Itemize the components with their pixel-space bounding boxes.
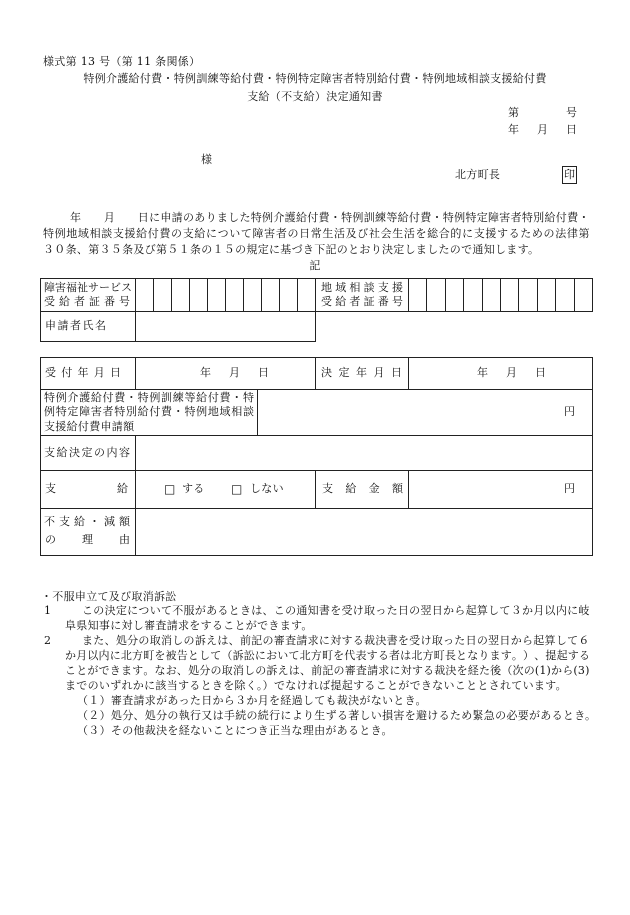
service-cert-digit-box bbox=[171, 278, 190, 312]
decision-content-value-cell bbox=[135, 435, 593, 471]
consult-cert-digit-box bbox=[555, 278, 575, 312]
application-amount-label-line-2: 例 特 定 障 害 者 特 別 給 付 費 ・ 特 例 地 域 相 談 bbox=[44, 405, 254, 418]
decision-date-value-cell bbox=[408, 357, 593, 390]
checkbox-yes: □ bbox=[164, 482, 176, 496]
document-date: 年 月 日 bbox=[508, 123, 581, 136]
document-number: 第 号 bbox=[508, 106, 581, 119]
title-line-1: 特例介護給付費・特例訓練等給付費・特例特定障害者特別給付費・特例地域相談支援給付費 bbox=[83, 72, 547, 85]
consult-cert-label-line-2: 受 給 者 証 番 号 bbox=[321, 295, 403, 308]
received-date-value-cell bbox=[135, 357, 316, 390]
service-cert-digit-box bbox=[189, 278, 208, 312]
consult-cert-label-line-1: 地 域 相 談 支 援 bbox=[321, 281, 403, 294]
service-cert-digit-box bbox=[225, 278, 244, 312]
note-1-number: 1 bbox=[44, 604, 52, 617]
consult-cert-digit-box bbox=[482, 278, 501, 312]
decision-date-label: 決 定 年 月 日 bbox=[321, 366, 402, 379]
applicant-name-label-cell bbox=[40, 311, 136, 342]
service-cert-digit-box bbox=[261, 278, 280, 312]
note-2-line-2: か 月 以 内 に 北 方 町 を 被 告 と し て （ 訴 訟 に お い て 北 方 町 を 代 表 す る 者 は 北 方 町 長 と な り ま す 。 ） 、 提 起 す る bbox=[65, 649, 590, 662]
note-1-line-2: 阜県知事に対し審査請求をすることができます。 bbox=[65, 619, 313, 632]
consult-cert-digit-box bbox=[574, 278, 593, 312]
service-cert-digit-box bbox=[153, 278, 172, 312]
consult-cert-digit-box bbox=[537, 278, 556, 312]
addressee-suffix: 様 bbox=[201, 153, 213, 166]
reason-label-line-1: 不 支 給 ・ 減 額 bbox=[44, 515, 130, 528]
title-line-2: 支給（不支給）決定通知書 bbox=[247, 90, 383, 103]
decision-date-value: 年 月 日 bbox=[477, 366, 550, 379]
note-2-line-1: ま た 、 処 分 の 取 消 し の 訴 え は 、 前 記 の 審 査 請 求 に 対 す る 裁 決 書 を 受 け 取 っ た 日 の 翌 日 か ら 起 算 し て ６ bbox=[82, 634, 590, 647]
consult-cert-digit-box bbox=[500, 278, 519, 312]
payment-options-cell bbox=[135, 470, 316, 509]
applicant-name-value-cell bbox=[135, 311, 316, 342]
note-sub-item-3: （３）その他裁決を経ないことにつき正当な理由があるとき。 bbox=[77, 724, 393, 737]
applicant-name-label: 申 請 者 氏 名 bbox=[45, 319, 106, 332]
service-cert-digit-box bbox=[279, 278, 298, 312]
option-no-label: しない bbox=[250, 482, 284, 495]
application-amount-value-cell bbox=[257, 389, 593, 436]
application-amount-label-cell bbox=[40, 389, 258, 436]
application-amount-label-line-3: 支援給付費申請額 bbox=[44, 420, 135, 433]
note-sub-item-2: （２）処分、処分の執行又は手続の続行により生ずる著しい損害を避けるため緊急の必要があるとき。 bbox=[77, 709, 597, 722]
note-2-line-3: こ と が で き ま す 。 な お 、 処 分 の 取 消 し の 訴 え は 、 前 記 の 審 査 請 求 に 対 す る 裁 決 を 経 た 後 （ 次 の ( 1 ) か ら ( 3 ) bbox=[65, 664, 590, 677]
consult-cert-digit-box bbox=[426, 278, 446, 312]
payment-label-cell bbox=[40, 470, 136, 509]
received-date-label: 受 付 年 月 日 bbox=[45, 366, 121, 379]
decision-date-label-cell bbox=[315, 357, 409, 390]
note-1-line-1: こ の 決 定 に つ い て 不 服 が あ る と き は 、 こ の 通 知 書 を 受 け 取 っ た 日 の 翌 日 か ら 起 算 し て ３ か 月 以 内 に 岐 bbox=[82, 604, 590, 617]
note-sub-item-1: （１）審査請求があった日から３か月を経過しても裁決がないとき。 bbox=[77, 694, 427, 707]
payment-amount-label: 支 給 金 額 bbox=[322, 482, 403, 495]
payment-amount-value-cell bbox=[408, 470, 593, 509]
checkbox-no: □ bbox=[231, 482, 243, 496]
body-line-1: 年 月 日 に 申 請 の あ り ま し た 特 例 介 護 給 付 費 ・ 特 例 訓 練 等 給 付 費 ・ 特 例 特 定 障 害 者 特 別 給 付 費 ・ bbox=[70, 211, 590, 224]
consult-cert-label-cell bbox=[315, 278, 409, 312]
service-cert-label-line-1: 障 害 福 祉 サ ー ビ ス bbox=[44, 281, 132, 294]
reason-label-cell bbox=[40, 508, 136, 556]
application-amount-unit: 円 bbox=[564, 405, 576, 418]
reason-value-cell bbox=[135, 508, 593, 556]
consult-cert-digit-box bbox=[518, 278, 538, 312]
payment-amount-unit: 円 bbox=[564, 482, 576, 495]
body-line-2: 特 例 地 域 相 談 支 援 給 付 費 の 支 給 に つ い て 障 害 者 の 日 常 生 活 及 び 社 会 生 活 を 総 合 的 に 支 援 す る た め の 法 律 第 bbox=[43, 227, 590, 240]
consult-cert-digit-box bbox=[408, 278, 427, 312]
service-cert-label-cell bbox=[40, 278, 136, 312]
service-cert-label-line-2: 受 給 者 証 番 号 bbox=[44, 295, 130, 308]
received-date-label-cell bbox=[40, 357, 136, 390]
reason-label-line-2: の 理 由 bbox=[45, 533, 130, 546]
service-cert-digit-box bbox=[135, 278, 154, 312]
notes-heading: ・不服申立て及び取消訴訟 bbox=[41, 590, 177, 603]
consult-cert-digit-box bbox=[463, 278, 483, 312]
option-yes-label: する bbox=[182, 482, 205, 495]
decision-content-label-cell bbox=[40, 435, 136, 471]
decision-content-label: 支 給 決 定 の 内 容 bbox=[44, 446, 130, 459]
consult-cert-digit-box bbox=[445, 278, 464, 312]
issuer-name: 北方町長 bbox=[455, 168, 501, 181]
payment-label: 支 給 bbox=[45, 482, 128, 495]
service-cert-digit-box bbox=[207, 278, 226, 312]
body-line-3: ３０条、第３５条及び第５１条の１５の規定に基づき下記のとおり決定しましたので通知します。 bbox=[43, 243, 540, 256]
received-date-value: 年 月 日 bbox=[200, 366, 273, 379]
note-2-number: 2 bbox=[44, 634, 52, 647]
service-cert-digit-box bbox=[243, 278, 262, 312]
service-cert-digit-box bbox=[297, 278, 316, 312]
ki-mark: 記 bbox=[309, 259, 321, 272]
seal-mark: 印 bbox=[562, 166, 577, 184]
form-number: 様式第 13 号（第 11 条関係） bbox=[43, 55, 201, 68]
application-amount-label-line-1: 特 例 介 護 給 付 費 ・ 特 例 訓 練 等 給 付 費 ・ 特 bbox=[44, 391, 254, 404]
note-2-line-4: までのいずれかに該当するときを除く。）でなければ提起することができないこととされています。 bbox=[65, 679, 567, 692]
payment-amount-label-cell bbox=[315, 470, 409, 509]
